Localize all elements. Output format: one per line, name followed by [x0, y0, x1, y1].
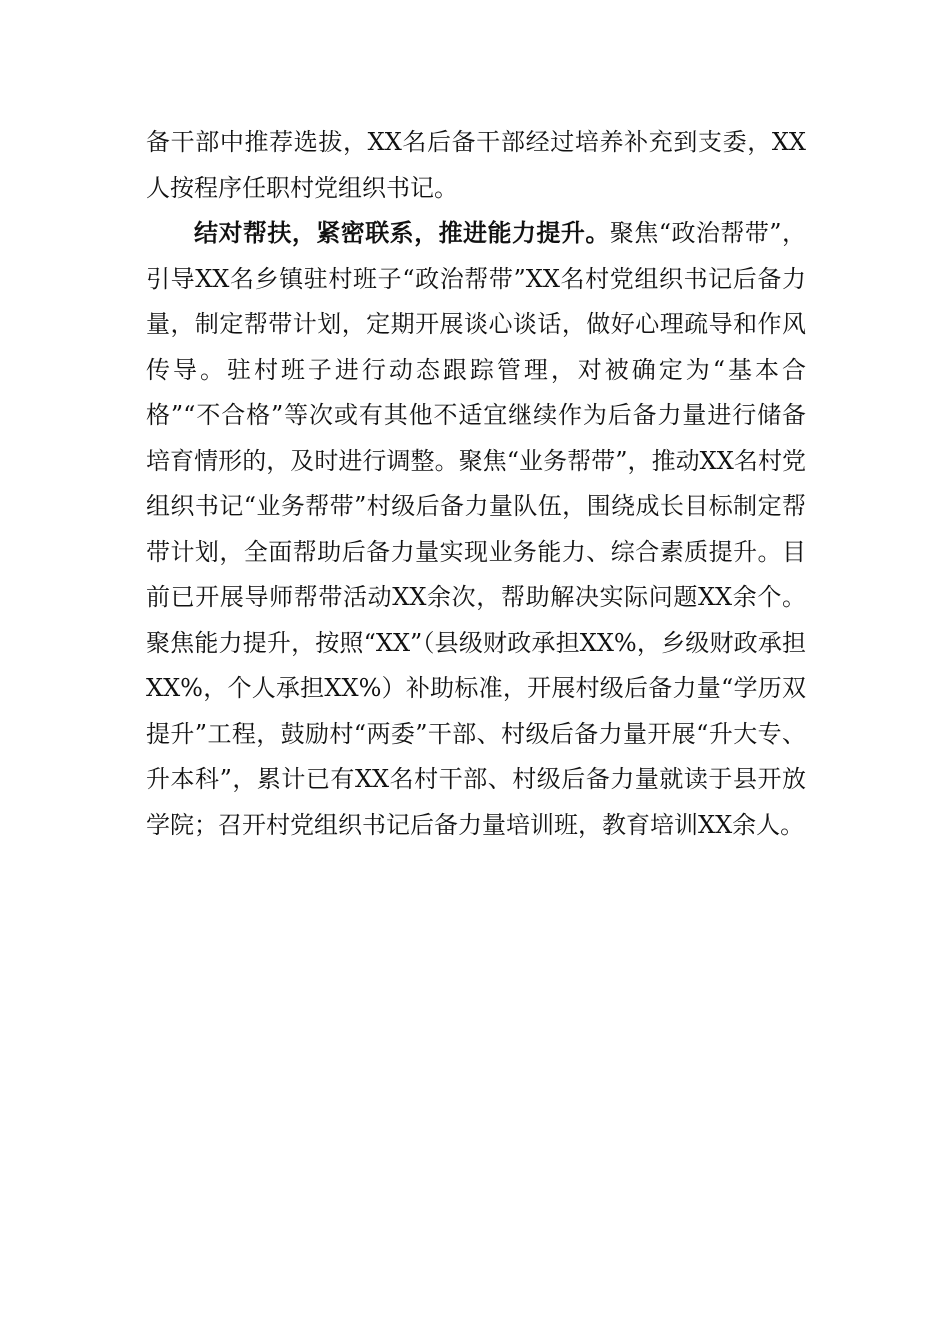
paragraph-lead-heading: 结对帮扶，紧密联系，推进能力提升。 [194, 219, 610, 247]
paragraph-text: 备干部中推荐选拔，XX名后备干部经过培养补充到支委，XX人按程序任职村党组织书记。 [146, 128, 806, 202]
paragraph-continuation [146, 120, 806, 211]
paragraph-text: 聚焦“政治帮带”，引导XX名乡镇驻村班子“政治帮带”XX名村党组织书记后备力量，制定帮带计划，定期开展谈心谈话，做好心理疏导和作风传导。驻村班子进行动态跟踪管理，对被确定为“基本合格”“不合格”等次或有其他不适宜继续作为后备力量进行储备培育情形的，及时进行调整。聚焦“业务帮带”，推动XX名村党组织书记“业务帮带”村级后备力量队伍，围绕成长目标制定帮带计划，全面帮助后备力量实现业务能力、综合素质提升。目前已开展导师帮带活动XX余次，帮助解决实际问题XX余个。聚焦能力提升，按照“XX”（县级财政承担XX%，乡级财政承担XX%，个人承担XX%）补助标准，开展村级后备力量“学历双提升”工程，鼓励村“两委”干部、村级后备力量开展“升大专、升本科”，累计已有XX名村干部、村级后备力量就读于县开放学院；召开村党组织书记后备力量培训班，教育培训XX余人。 [146, 219, 807, 839]
paragraph-pairing-assistance [146, 211, 806, 848]
document-body [146, 120, 806, 848]
